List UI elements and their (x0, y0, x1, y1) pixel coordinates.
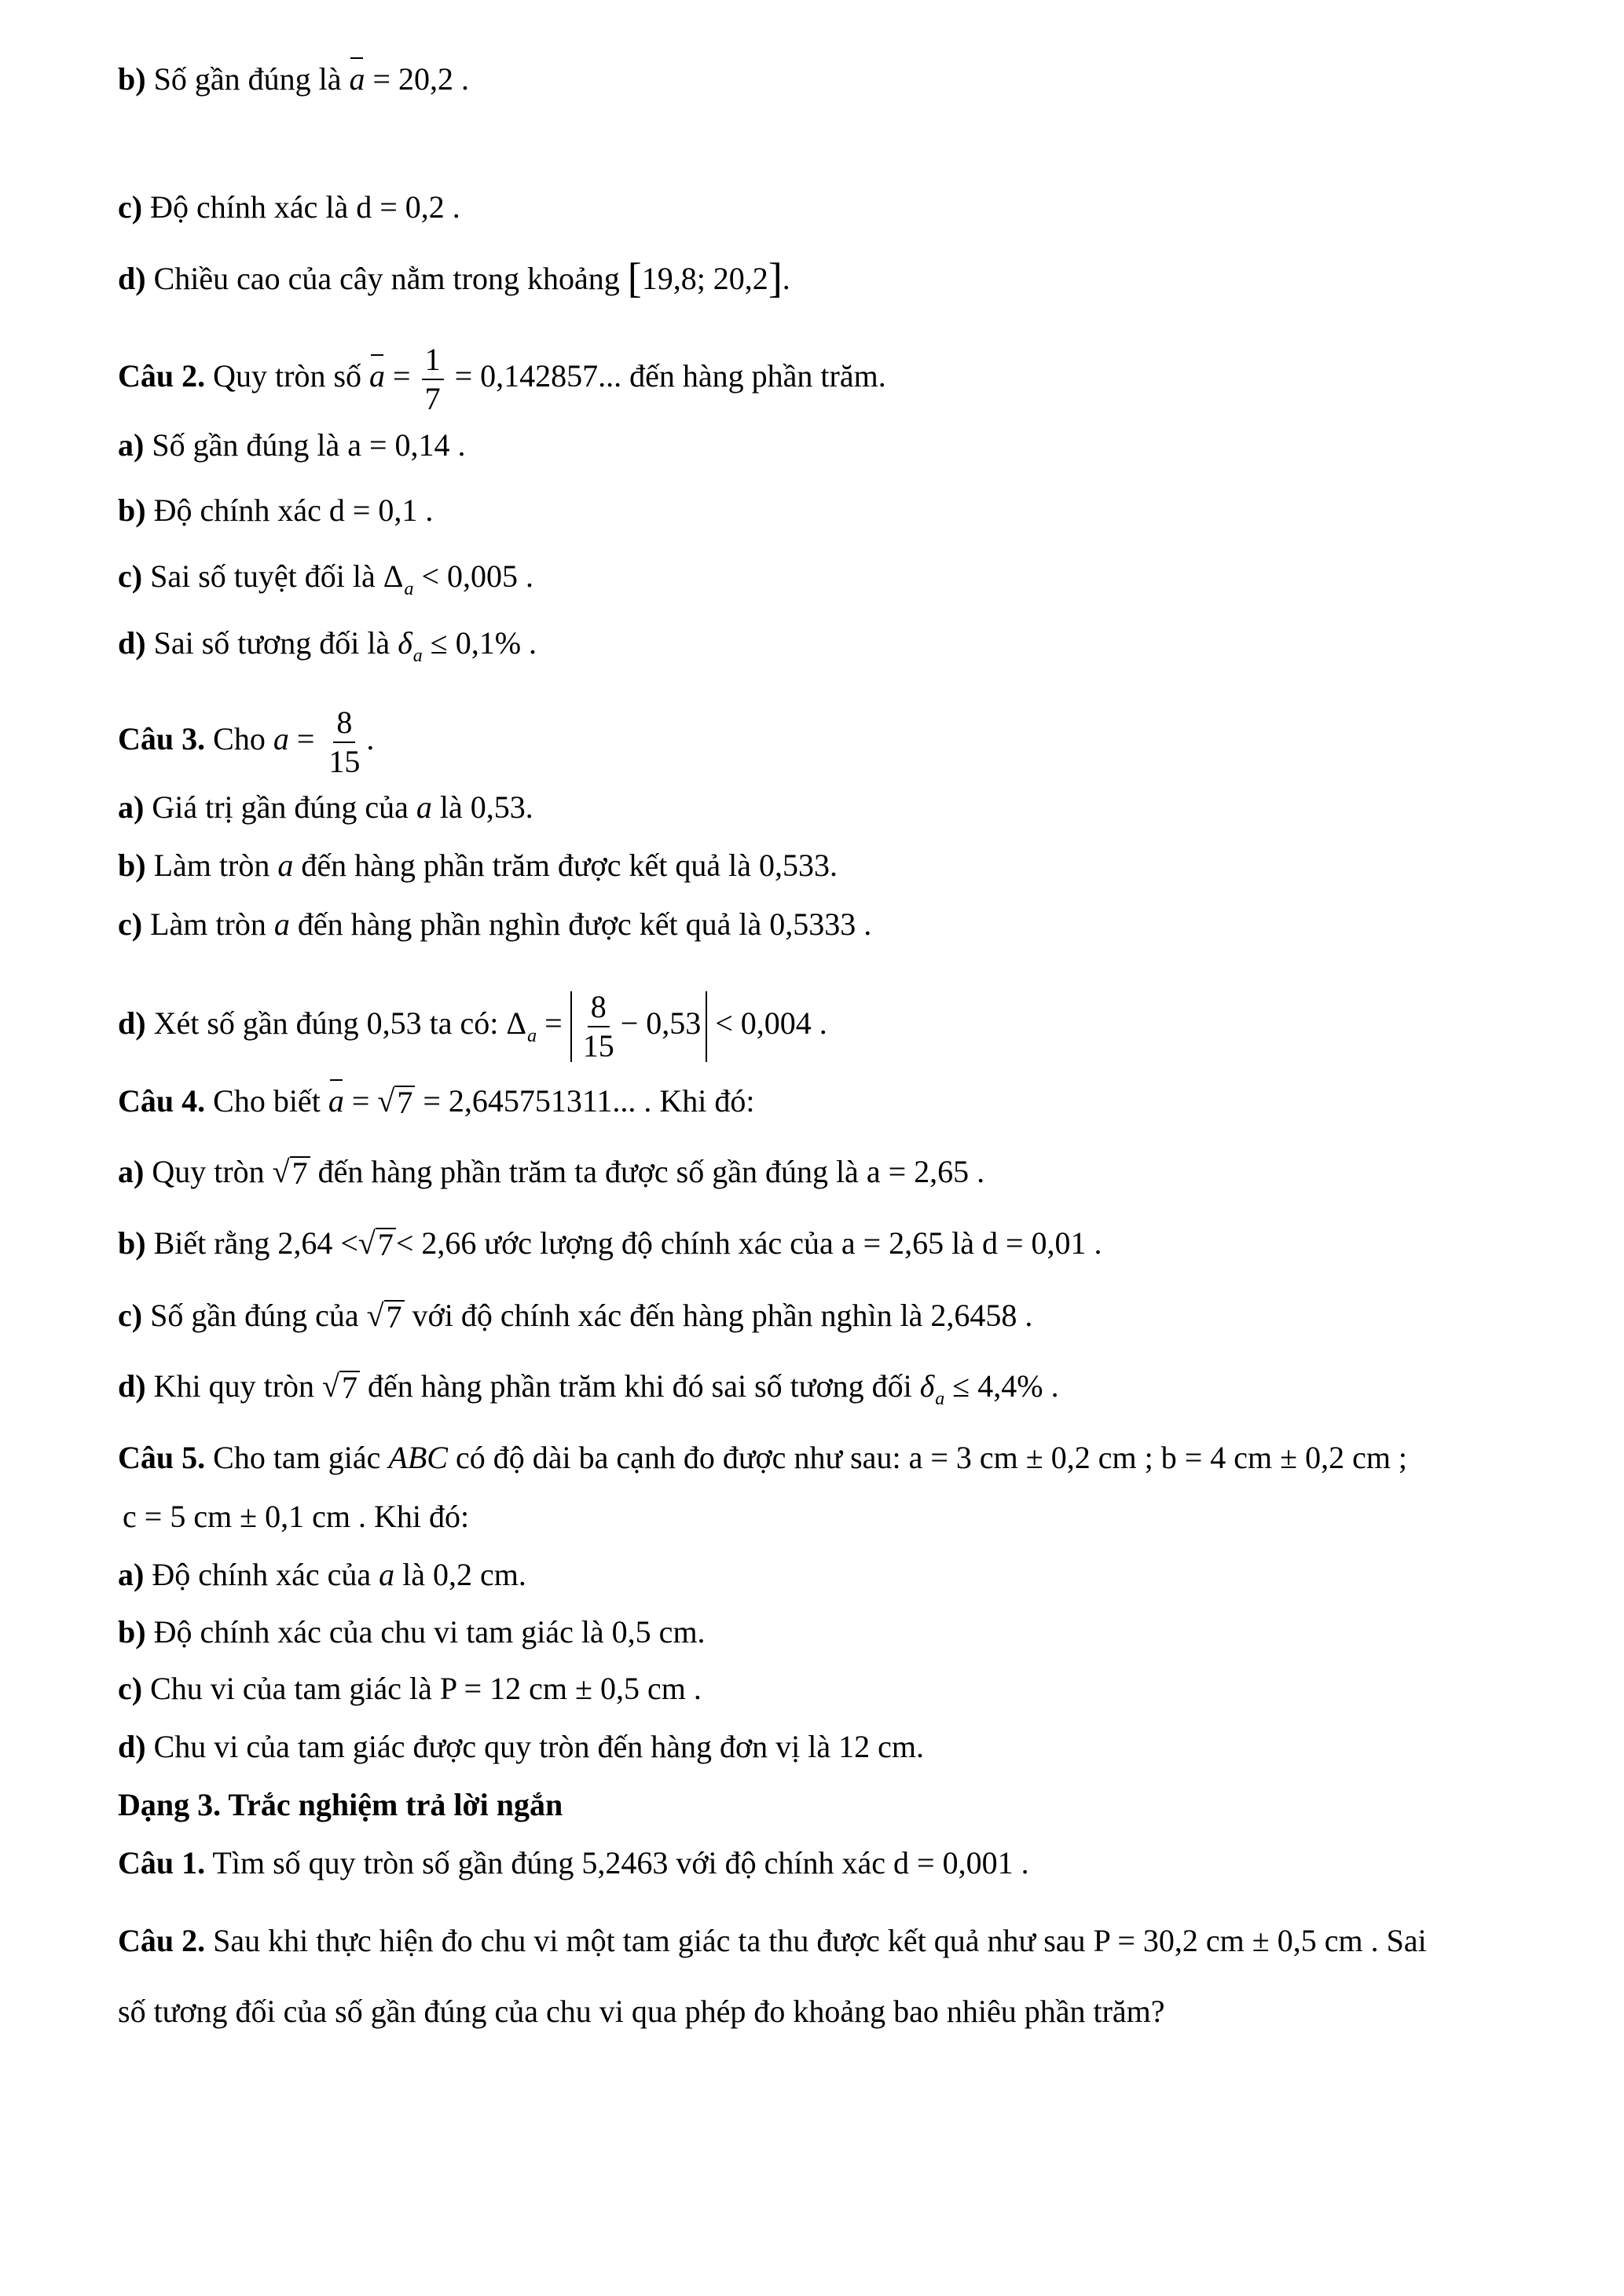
item-label: c) (118, 189, 143, 225)
item-text: đến hàng phần trăm ta được số gần đúng là (310, 1154, 867, 1189)
sqrt-expr (273, 1156, 310, 1189)
item-label: c) (118, 558, 143, 594)
q5-c (118, 1673, 1524, 1708)
item-text: Chu vi của tam giác được quy tròn đến hàng đơn vị là 12 cm. (145, 1729, 925, 1764)
question-2 (118, 342, 1524, 416)
absolute-value (570, 991, 708, 1062)
radicand: 7 (376, 1228, 396, 1261)
item-text: Sai số tương đối là (145, 625, 398, 661)
math-var: a (416, 789, 432, 825)
math-subscript: a (935, 1389, 945, 1409)
item-text: Sai số tuyệt đối là (142, 558, 383, 594)
sqrt-expr (367, 1300, 405, 1333)
question-text: Cho biết (205, 1083, 328, 1119)
item-text: đến hàng phần trăm được kết quả là 0,533. (293, 848, 838, 883)
radicand: 7 (394, 1086, 415, 1119)
q2-b (118, 495, 1524, 529)
question-text: = 2,645751311... . Khi đó: (415, 1083, 755, 1119)
radicand: 7 (339, 1371, 360, 1404)
item-label: b) (118, 1225, 146, 1261)
question-label: Câu 2. (118, 1923, 206, 1958)
item-text: đến hàng phần nghìn được kết quả là 0,5333 . (289, 906, 872, 942)
q3-d (118, 989, 1524, 1064)
item-text: Số gần đúng là (145, 61, 350, 97)
short-question-2-cont (118, 1996, 1524, 2031)
section-heading (118, 1789, 1524, 1824)
item-text: Biết rằng (145, 1225, 278, 1261)
item-text: Chiều cao của cây nằm trong khoảng (145, 261, 628, 296)
bracket-close: ] (768, 255, 783, 302)
item-label: b) (118, 493, 146, 528)
item-label: c) (118, 906, 143, 942)
item-text: Số gần đúng là (144, 427, 348, 463)
q3-c (118, 906, 1524, 943)
fraction-num: 8 (588, 991, 610, 1027)
line-1d (118, 255, 1524, 302)
item-text: Làm tròn (142, 906, 274, 942)
item-text: Độ chính xác là (142, 189, 357, 225)
question-label: Câu 5. (118, 1440, 206, 1475)
item-label: c) (118, 1671, 143, 1706)
math-symbol: δ (919, 1368, 935, 1404)
math-subscript: a (527, 1026, 537, 1047)
math-expr: 19,8; 20,2 (641, 261, 768, 296)
item-text: Độ chính xác của chu vi tam giác là 0,5 cm. (145, 1614, 706, 1650)
math-symbol: Δ (383, 558, 404, 594)
math-expr: d = 0,2 . (356, 189, 460, 225)
item-text: Độ chính xác (145, 493, 329, 528)
item-text: Quy tròn (144, 1154, 273, 1189)
question-text: Tìm số quy tròn số gần đúng (205, 1845, 582, 1880)
question-text: Cho tam giác (205, 1440, 389, 1475)
math-var: a (273, 906, 290, 942)
question-text: số tương đối của số gần đúng của chu vi qua phép đo khoảng bao nhiêu phần trăm? (118, 1994, 1165, 2029)
math-expr: P = 30,2 cm ± 0,5 cm (1093, 1923, 1363, 1958)
punct: . (366, 721, 375, 757)
q2-d (118, 625, 1524, 666)
question-text: = 0,142857... đến hàng phần trăm. (446, 358, 886, 394)
question-3 (118, 705, 1524, 779)
item-label: a) (118, 789, 145, 825)
q4-a (118, 1156, 1524, 1191)
math-expr: a = 2,65 . (866, 1154, 985, 1189)
math-expr: ≤ 0,1% . (422, 625, 537, 661)
math-expr: a = 3 cm ± 0,2 cm ; (908, 1440, 1153, 1475)
question-label: Câu 3. (118, 721, 206, 757)
math-expr: 5,2463 (581, 1845, 669, 1880)
math-equals: = (385, 358, 419, 394)
question-text: với độ chính xác (668, 1845, 894, 1880)
fraction (580, 991, 618, 1062)
sqrt-expr (322, 1368, 360, 1405)
question-text: . Sai (1362, 1923, 1427, 1958)
item-text: đến hàng phần trăm khi đó sai số tương đối (359, 1368, 920, 1404)
line-1c (118, 189, 1524, 226)
item-label: a) (118, 427, 145, 463)
math-expr: a = 2,65 (841, 1225, 944, 1261)
item-label: d) (118, 261, 146, 296)
math-expr: d = 0,01 . (982, 1225, 1102, 1261)
question-label: Câu 2. (118, 358, 206, 394)
math-equals: = (288, 721, 323, 757)
math-expr: < 0,004 . (707, 1005, 827, 1042)
sqrt-icon: √ (366, 1298, 384, 1333)
question-label: Câu 1. (118, 1845, 206, 1880)
question-text: . Khi đó: (350, 1499, 470, 1534)
math-symbol: δ (398, 625, 412, 661)
item-label: a) (118, 1557, 145, 1592)
sqrt-expr (357, 1225, 396, 1262)
q2-a (118, 427, 1524, 464)
fraction-num: 8 (333, 707, 355, 743)
math-expr: ≤ 4,4% . (944, 1368, 1059, 1404)
item-text: là (944, 1225, 982, 1261)
sqrt-icon: √ (377, 1083, 395, 1119)
math-expr: b = 4 cm ± 0,2 cm ; (1160, 1440, 1408, 1475)
q5-b (118, 1614, 1524, 1651)
math-expr: 2,64 < (277, 1225, 358, 1261)
question-label: Câu 4. (118, 1083, 206, 1119)
sqrt-expr (377, 1083, 415, 1120)
question-text: Sau khi thực hiện đo chu vi một tam giác ta thu được kết quả như sau (205, 1923, 1094, 1958)
fraction (325, 707, 363, 778)
math-expr: P = 12 cm ± 0,5 cm . (439, 1671, 702, 1706)
q5-a (118, 1559, 1524, 1594)
math-var: a (369, 358, 386, 394)
math-var: ABC (388, 1440, 448, 1475)
math-expr: < 2,66 (395, 1225, 477, 1261)
radicand: 7 (290, 1156, 310, 1189)
short-question-2 (118, 1925, 1524, 1960)
fraction (422, 344, 444, 415)
q5-d (118, 1731, 1524, 1766)
item-label: d) (118, 1729, 146, 1764)
item-label: d) (118, 1368, 146, 1404)
q2-c (118, 558, 1524, 599)
math-expr: c = 5 cm ± 0,1 cm (123, 1499, 350, 1534)
bracket-open: [ (627, 255, 642, 302)
item-text: là 0,53. (431, 789, 533, 825)
math-var: a (379, 1557, 395, 1592)
item-text: là 0,2 cm. (394, 1557, 526, 1592)
section-title: Dạng 3. Trắc nghiệm trả lời ngắn (118, 1787, 563, 1822)
item-label: d) (118, 1005, 146, 1042)
punct: . (782, 261, 790, 296)
question-5-cont (123, 1501, 1529, 1536)
short-question-1 (118, 1847, 1524, 1882)
math-subscript: a (404, 579, 414, 599)
item-label: a) (118, 1154, 145, 1189)
question-text: Cho (205, 721, 273, 757)
item-label: b) (118, 1614, 146, 1650)
item-label: c) (118, 1298, 143, 1333)
item-text: ước lượng độ chính xác của (476, 1225, 841, 1261)
question-4 (118, 1083, 1524, 1120)
item-label: b) (118, 61, 146, 97)
math-var: a (277, 848, 294, 883)
item-text: Giá trị gần đúng của (144, 789, 416, 825)
math-equals: = (537, 1005, 570, 1042)
sqrt-icon: √ (357, 1225, 376, 1261)
math-expr: d = 0,1 . (328, 493, 434, 528)
sqrt-icon: √ (322, 1368, 339, 1404)
q4-b (118, 1225, 1524, 1262)
math-expr: = 20,2 . (365, 61, 470, 97)
item-label: d) (118, 625, 146, 661)
fraction-den: 7 (424, 381, 441, 416)
question-text: Quy tròn số (205, 358, 370, 394)
fraction-num: 1 (422, 344, 444, 380)
math-expr: a = 0,14 . (347, 427, 466, 463)
q3-a (118, 789, 1524, 826)
math-var: a (349, 61, 365, 97)
q4-d (118, 1368, 1524, 1409)
item-text: Khi quy tròn (145, 1368, 323, 1404)
item-label: b) (118, 848, 146, 883)
item-text: Chu vi của tam giác là (142, 1671, 440, 1706)
item-text: Xét số gần đúng 0,53 ta có: (145, 1005, 507, 1042)
radicand: 7 (384, 1300, 405, 1333)
sqrt-icon: √ (272, 1154, 290, 1189)
math-var: a (328, 1083, 344, 1119)
item-text: Số gần đúng của (142, 1298, 367, 1333)
q3-b (118, 850, 1524, 884)
question-5 (118, 1442, 1524, 1477)
question-text: có độ dài ba cạnh đo được như sau: (447, 1440, 909, 1475)
math-subscript: a (412, 646, 423, 666)
item-text: Làm tròn (145, 848, 278, 883)
item-text: Độ chính xác của (144, 1557, 379, 1592)
math-equals: = (343, 1083, 378, 1119)
math-symbol: Δ (506, 1005, 527, 1042)
math-var: a (273, 721, 289, 757)
fraction-den: 15 (328, 744, 361, 779)
math-expr: − 0,53 (620, 1005, 702, 1042)
q4-c (118, 1300, 1524, 1335)
item-text: với độ chính xác đến hàng phần nghìn là 2,6458 . (404, 1298, 1033, 1333)
fraction-den: 15 (582, 1028, 614, 1064)
math-expr: < 0,005 . (413, 558, 534, 594)
line-1b (118, 61, 1524, 98)
math-expr: d = 0,001 . (893, 1845, 1029, 1880)
